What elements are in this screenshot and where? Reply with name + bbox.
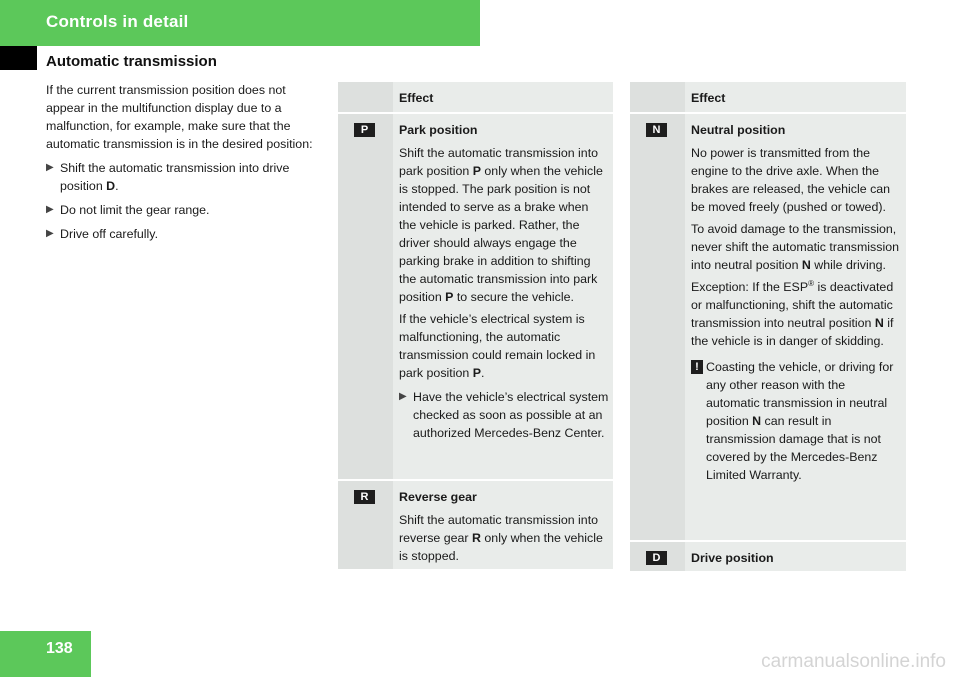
table-row: [691, 121, 901, 484]
row-divider: [338, 479, 613, 481]
gear-r-icon: R: [354, 490, 375, 504]
row-title: Park position: [399, 123, 478, 137]
intro-paragraph: If the current transmission position does not appear in the multifunction display due to a malfunction, for example, make sure that the automatic transmission is in the desired position:: [46, 83, 313, 151]
intro-column: [46, 81, 326, 249]
chapter-band: [0, 0, 480, 46]
row-divider: [338, 112, 613, 114]
watermark: carmanualsonline.info: [761, 651, 946, 672]
step-item: [46, 225, 326, 243]
section-title: Automatic transmission: [46, 53, 217, 70]
row-title: Neutral position: [691, 123, 786, 137]
arrow-right-icon: ▶: [46, 162, 54, 173]
step-text: Do not limit the gear range.: [60, 203, 210, 217]
warning-icon: !: [691, 360, 703, 374]
row-divider: [630, 112, 906, 114]
chapter-title: Controls in detail: [46, 12, 189, 31]
table-header: Effect: [691, 91, 726, 105]
table-row: [399, 488, 609, 569]
gear-table-left: [338, 82, 613, 569]
row-text: Exception: If the ESP® is deactivated or malfunctioning, shift the automatic transmission into neutral position N if the vehicle is in danger of skidding.: [691, 278, 894, 348]
table-header: Effect: [399, 91, 434, 105]
row-text: If the vehicle’s electrical system is malfunctioning, the automatic transmission could remain locked in park position P.: [399, 312, 596, 380]
row-title: Drive position: [691, 551, 774, 565]
warning-note: [691, 358, 901, 484]
row-bullet: ▶ Have the vehicle’s electrical system checked as soon as possible at an authorized Mercedes-Benz Center.: [399, 390, 609, 440]
page-number: 138: [46, 640, 73, 657]
row-divider: [630, 540, 906, 542]
row-text: To avoid damage to the transmission, never shift the automatic transmission into neutral position N while driving.: [691, 222, 899, 272]
step-text: Drive off carefully.: [60, 227, 159, 241]
arrow-right-icon: ▶: [399, 391, 407, 402]
arrow-right-icon: ▶: [46, 228, 54, 239]
row-title: Reverse gear: [399, 490, 477, 504]
row-text: Shift the automatic transmission into reverse gear R only when the vehicle is stopped.: [399, 513, 603, 563]
table-row: [399, 121, 609, 442]
section-marker: [0, 46, 37, 70]
step-text: Shift the automatic transmission into drive position D.: [60, 161, 290, 193]
gear-d-icon: D: [646, 551, 667, 565]
gear-n-icon: N: [646, 123, 667, 137]
page-number-box: [0, 631, 91, 677]
gear-p-icon: P: [354, 123, 375, 137]
row-text: No power is transmitted from the engine to the drive axle. When the brakes are released, the vehicle can be moved freely (pushed or towed).: [691, 146, 891, 214]
warning-text: Coasting the vehicle, or driving for any other reason with the automatic transmission in neutral position N can result in transmission damage that is not covered by the Mercedes-Benz Limited Warranty.: [706, 360, 894, 482]
arrow-right-icon: ▶: [46, 204, 54, 215]
step-item: [46, 159, 326, 195]
gear-table-right: [630, 82, 906, 571]
row-text: Shift the automatic transmission into park position P only when the vehicle is stopped. The park position is not intended to serve as a brake when the vehicle is parked. Rather, the driver should always engage the parking brake in addition to shifting the automatic transmission into park position P to secure the vehicle.: [399, 146, 603, 304]
label-column: [630, 82, 685, 571]
step-item: [46, 201, 326, 219]
table-row: [691, 549, 901, 572]
